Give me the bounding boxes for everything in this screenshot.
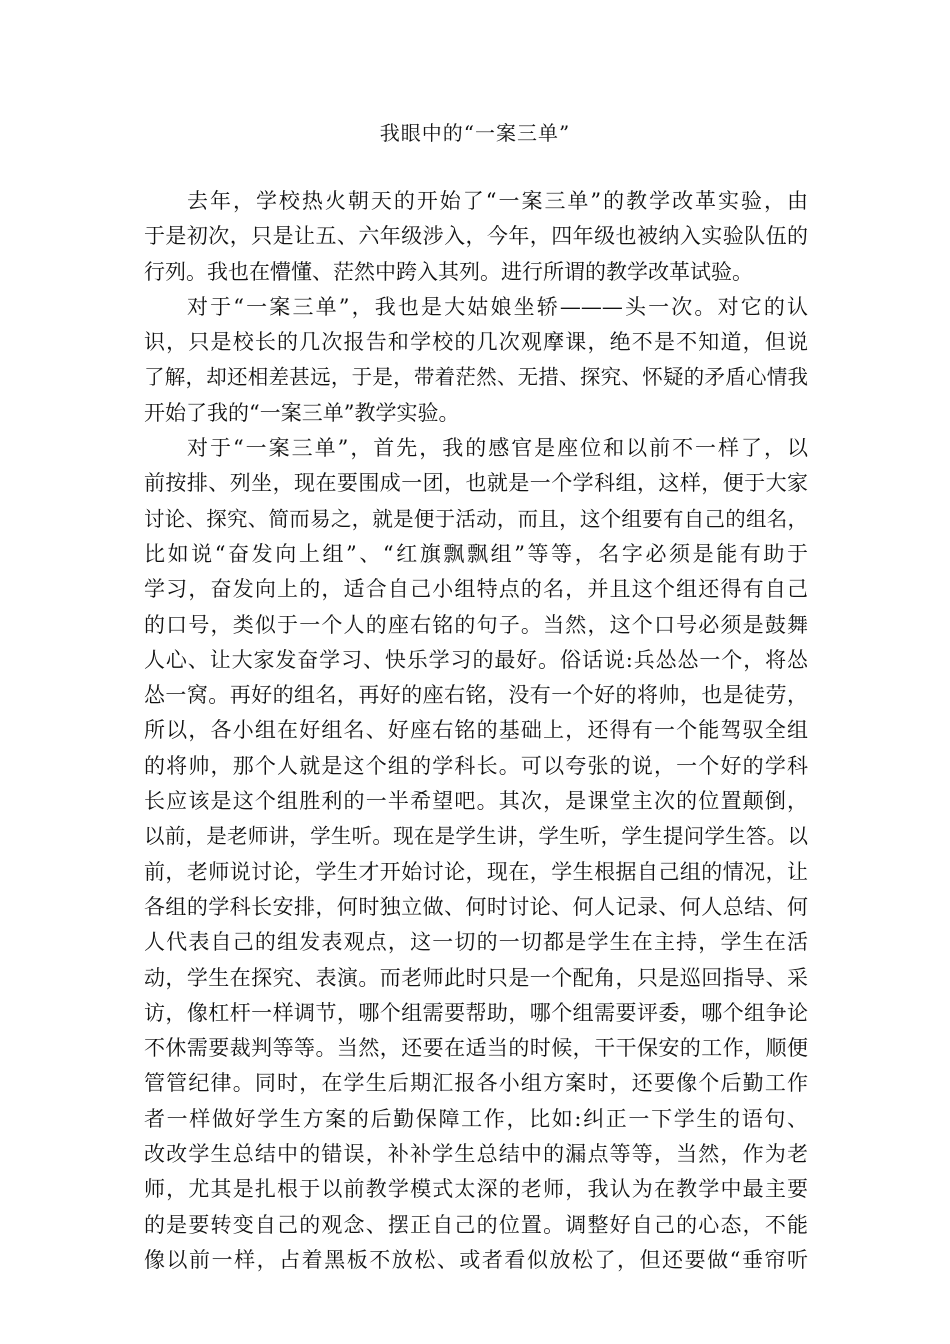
text-line: 怂一窝。再好的组名，再好的座右铭，没有一个好的将帅，也是徒劳， [144,683,808,708]
text-line: 改改学生总结中的错误，补补学生总结中的漏点等等，当然，作为老 [144,1142,808,1167]
text-line: 前按排、列坐，现在要围成一团，也就是一个学科组，这样，便于大家 [144,471,808,496]
text-line: 讨论、探究、简而易之，就是便于活动，而且，这个组要有自己的组名， [144,506,808,531]
text-line: 不休需要裁判等等。当然，还要在适当的时候，干干保安的工作，顺便 [144,1036,808,1061]
text-line: 动，学生在探究、表演。而老师此时只是一个配角，只是巡回指导、采 [144,965,808,990]
text-line: 对于“一案三单”，我也是大姑娘坐轿———头一次。对它的认 [187,294,808,319]
text-line: 人心、让大家发奋学习、快乐学习的最好。俗话说:兵怂怂一个，将怂 [144,647,808,672]
text-line: 像以前一样，占着黑板不放松、或者看似放松了，但还要做“垂帘听 [144,1247,808,1272]
text-line: 师，尤其是扎根于以前教学模式太深的老师，我认为在教学中最主要 [144,1177,808,1202]
text-line: 去年，学校热火朝天的开始了“一案三单”的教学改革实验，由 [187,189,808,213]
text-line: 所以，各小组在好组名、好座右铭的基础上，还得有一个能驾驭全组 [144,718,808,743]
text-line: 学习，奋发向上的，适合自己小组特点的名，并且这个组还得有自己 [144,577,808,602]
text-line: 以前，是老师讲，学生听。现在是学生讲，学生听，学生提问学生答。以 [144,824,808,849]
document-body [144,184,808,1278]
text-line: 识，只是校长的几次报告和学校的几次观摩课，绝不是不知道，但说 [144,330,808,355]
text-line: 长应该是这个组胜利的一半希望吧。其次，是课堂主次的位置颠倒， [144,789,808,814]
text-line: 于是初次，只是让五、六年级涉入，今年，四年级也被纳入实验队伍的 [144,224,808,249]
text-line: 各组的学科长安排，何时独立做、何时讨论、何人记录、何人总结、何 [144,894,808,919]
text-line: 人代表自己的组发表观点，这一切的一切都是学生在主持，学生在活 [144,930,808,955]
text-line: 访，像杠杆一样调节，哪个组需要帮助，哪个组需要评委，哪个组争论 [144,1000,808,1025]
text-line: 的是要转变自己的观念、摆正自己的位置。调整好自己的心态，不能 [144,1212,808,1237]
text-line: 的将帅，那个人就是这个组的学科长。可以夸张的说，一个好的学科 [144,753,808,778]
text-line: 了解，却还相差甚远，于是，带着茫然、无措、探究、怀疑的矛盾心情我 [144,365,808,390]
text-line: 者一样做好学生方案的后勤保障工作，比如:纠正一下学生的语句、 [144,1106,808,1131]
text-line: 开始了我的“一案三单”教学实验。 [144,400,460,425]
text-line: 比如说“奋发向上组”、“红旗飘飘组”等等，名字必须是能有助于 [144,541,808,566]
text-line: 前，老师说讨论，学生才开始讨论，现在，学生根据自己组的情况，让 [144,859,808,884]
text-line: 行列。我也在懵懂、茫然中跨入其列。进行所谓的教学改革试验。 [144,259,753,284]
text-line: 对于“一案三单”，首先，我的感官是座位和以前不一样了，以 [187,436,808,461]
document-title: 我眼中的“一案三单” [379,121,571,145]
text-line: 管管纪律。同时，在学生后期汇报各小组方案时，还要像个后勤工作 [144,1071,808,1096]
text-line: 的口号，类似于一个人的座右铭的句子。当然，这个口号必须是鼓舞 [144,612,808,637]
